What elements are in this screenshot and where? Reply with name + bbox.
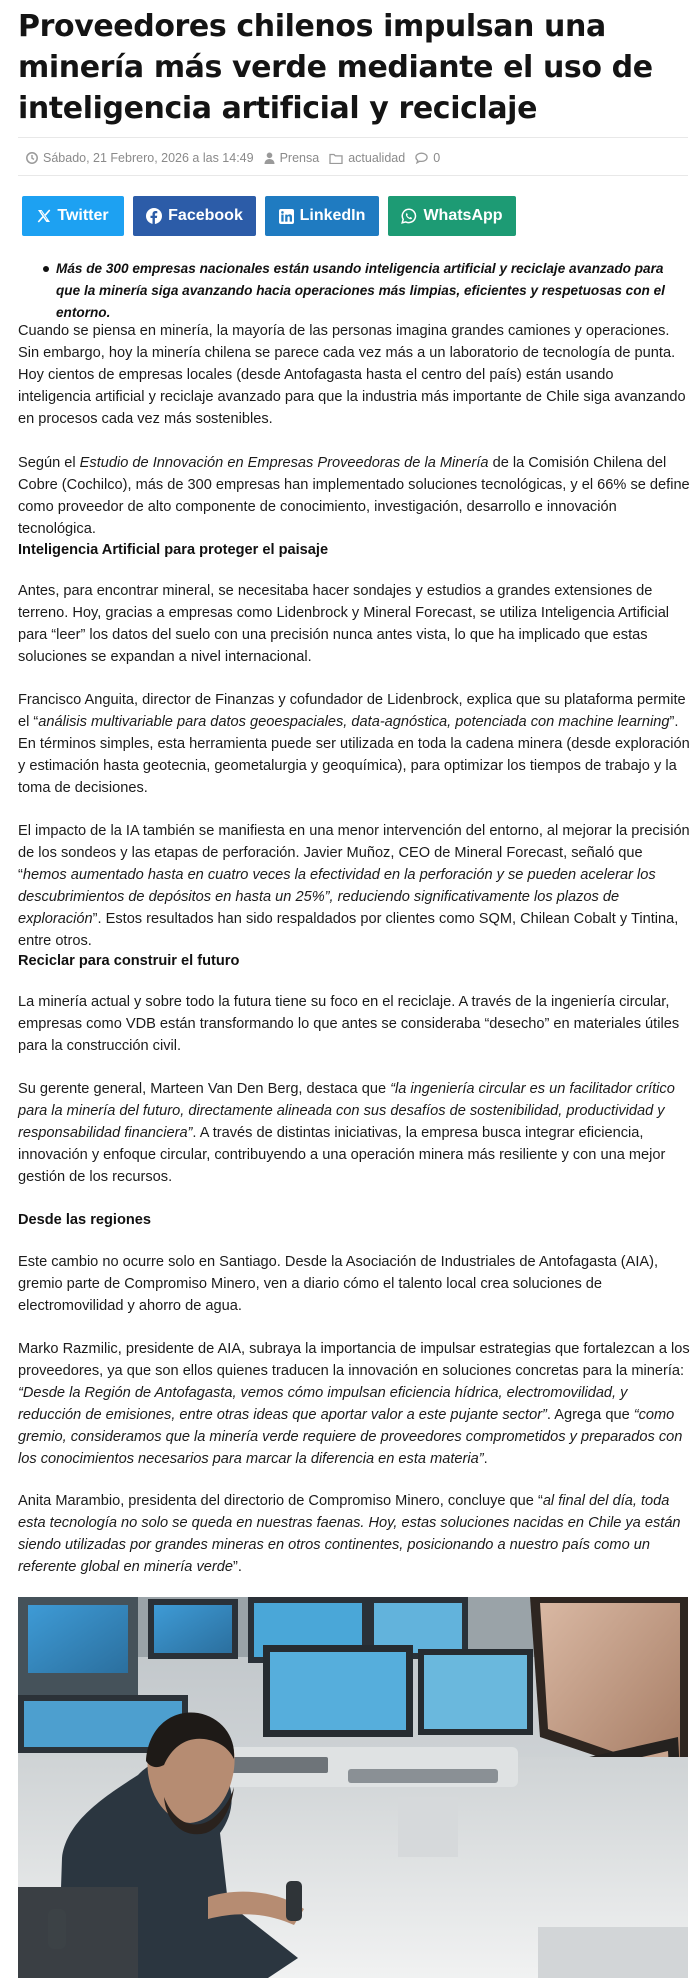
meta-comments[interactable]	[415, 151, 440, 165]
meta-date	[26, 151, 254, 165]
facebook-icon	[146, 208, 162, 224]
quote-munoz: hemos aumentado hasta en cuatro veces la efectividad en la perforación y se pueden acelerar los descubrimientos de depósitos en hasta un 25%”, reduciendo significativamente los plazos de exploración	[18, 867, 656, 927]
meta-comments-count: 0	[433, 151, 441, 165]
quote-razmilic-2: “como gremio, consideramos que la minería verde requiere de proveedores comprometidos y preparados con los conocimientos necesarios para marcar la diferencia en esta materia”	[18, 1407, 683, 1467]
quote-anguita: análisis multivariable para datos geoespaciales, data-agnóstica, potenciada con machine learning	[38, 714, 670, 730]
folder-icon	[329, 153, 343, 164]
paragraph-7: Su gerente general, Marteen Van Den Berg, destaca que “la ingeniería circular es un facilitador crítico para la minería del futuro, directamente alineada con sus desafíos de sostenibilidad, productividad y responsabilidad financiera”. A través de distintas iniciativas, la empresa busca integrar eficiencia, innovación y enfoque circular, contribuyendo a una operación minera más resiliente y con una mejor gestión de los recursos.	[18, 1081, 675, 1185]
paragraph-4: Francisco Anguita, director de Finanzas y cofundador de Lidenbrock, explica que su plataforma permite el “análisis multivariable para datos geoespaciales, data-agnóstica, potenciada con machine learning”. En términos simples, esta herramienta puede ser utilizada en toda la cadena minera (desde exploración y estimación hasta geotecnia, geometalurgia y geoquímica), para optimizar los tiempos de trabajo y la toma de decisiones.	[18, 692, 690, 796]
share-twitter-button[interactable]	[22, 196, 124, 236]
whatsapp-icon	[401, 208, 417, 224]
meta-category[interactable]	[329, 151, 405, 165]
paragraph-5: El impacto de la IA también se manifiesta en una menor intervención del entorno, al mejorar la precisión de los sondeos y las etapas de perforación. Javier Muñoz, CEO de Mineral Forecast, señaló que “hemos aumentado hasta en cuatro veces la efectividad en la perforación y se pueden acelerar los descubrimientos de depósitos en hasta un 25%”, reduciendo significativamente los plazos de exploración”. Estos resultados han sido respaldados por clientes como SQM, Chilean Cobalt y Tintina, entre otros.	[18, 823, 690, 949]
quote-marambio: al final del día, toda esta tecnología no solo se queda en nuestras faenas. Hoy, estas soluciones nacidas en Chile ya están siendo utilizadas por grandes mineras en otros continentes, posicionando a nuestro país como un referente global en minería verde	[18, 1493, 681, 1575]
share-facebook-button[interactable]	[133, 196, 256, 236]
article-meta	[26, 148, 666, 168]
article-lead: Más de 300 empresas nacionales están usando inteligencia artificial y reciclaje avanzado para que la minería siga avanzando hacia operaciones más limpias, eficientes y respetuosas con el entorno.	[56, 258, 676, 324]
share-bar	[22, 196, 516, 236]
meta-date-text: Sábado, 21 Febrero, 2026 a las 14:49	[43, 151, 254, 165]
clock-icon	[26, 152, 38, 164]
paragraph-2: Según el Estudio de Innovación en Empresas Proveedoras de la Minería de la Comisión Chilena del Cobre (Cochilco), más de 300 empresas han implementado soluciones tecnológicas, y el 66% se define como proveedor de alto componente de conocimiento, investigación, desarrollo e innovación tecnológica.	[18, 455, 690, 537]
share-twitter-label: Twitter	[57, 207, 109, 224]
share-whatsapp-button[interactable]	[388, 196, 516, 236]
paragraph-3: Antes, para encontrar mineral, se necesitaba hacer sondajes y estudios a grandes extensiones de terreno. Hoy, gracias a empresas como Lidenbrock y Mineral Forecast, se utiliza Inteligencia Artificial para “leer” los datos del suelo con una precisión nunca antes vista, lo que ha implicado que estas soluciones se expandan a nivel internacional.	[18, 583, 670, 665]
section-heading-ai: Inteligencia Artificial para proteger el paisaje	[18, 542, 329, 558]
paragraph-8: Este cambio no ocurre solo en Santiago. Desde la Asociación de Industriales de Antofagasta (AIA), gremio parte de Compromiso Minero, ven a diario cómo el talento local crea soluciones de electromovilidad y ahorro de agua.	[18, 1254, 659, 1314]
x-logo-icon	[37, 209, 51, 223]
share-facebook-label: Facebook	[168, 207, 243, 224]
comment-icon	[415, 152, 428, 164]
quote-razmilic-1: “Desde la Región de Antofagasta, vemos cómo impulsan eficiencia hídrica, electromovilidad, y reducción de emisiones, entre otras ideas que aportar valor a este pujante sector”	[18, 1385, 628, 1423]
paragraph-9: Marko Razmilic, presidente de AIA, subraya la importancia de impulsar estrategias que fortalezcan a los proveedores, ya que son ellos quienes traducen la innovación en soluciones concretas para la minería: “Desde la Región de Antofagasta, vemos cómo impulsan eficiencia hídrica, electromovilidad, y reducción de emisiones, entre otras ideas que aportar valor a este pujante sector”. Agrega que “como gremio, consideramos que la minería verde requiere de proveedores comprometidos y preparados con los conocimientos necesarios para marcar la diferencia en esta materia”.	[18, 1341, 690, 1467]
paragraph-10: Anita Marambio, presidenta del directorio de Compromiso Minero, concluye que “al final del día, toda esta tecnología no solo se queda en nuestras faenas. Hoy, estas soluciones nacidas en Chile ya están siendo utilizadas por grandes mineras en otros continentes, posicionando a nuestro país como un referente global en minería verde”.	[18, 1493, 681, 1575]
paragraph-1: Cuando se piensa en minería, la mayoría de las personas imagina grandes camiones y operaciones. Sin embargo, hoy la minería chilena se parece cada vez más a un laboratorio de tecnología de punta. Hoy cientos de empresas locales (desde Antofagasta hasta el centro del país) están usando inteligencia artificial y reciclaje avanzado para que la industria más importante de Chile siga avanzando en procesos cada vez más sostenibles.	[18, 323, 686, 427]
share-whatsapp-label: WhatsApp	[423, 207, 503, 224]
meta-author-text: Prensa	[279, 151, 320, 165]
meta-author[interactable]	[264, 151, 320, 165]
divider	[18, 137, 688, 138]
section-heading-recycling: Reciclar para construir el futuro	[18, 953, 240, 969]
article-photo	[18, 1597, 688, 1978]
share-linkedin-label: LinkedIn	[299, 207, 366, 224]
meta-category-text: actualidad	[348, 151, 406, 165]
share-linkedin-button[interactable]	[265, 196, 379, 236]
study-title: Estudio de Innovación en Empresas Proveedoras de la Minería	[79, 455, 489, 471]
paragraph-6: La minería actual y sobre todo la futura tiene su foco en el reciclaje. A través de la ingeniería circular, empresas como VDB están transformando lo que antes se consideraba “desecho” en materiales útiles para la construcción civil.	[18, 994, 680, 1054]
divider	[18, 175, 688, 176]
linkedin-icon	[279, 209, 294, 224]
article-title: Proveedores chilenos impulsan una minería más verde mediante el uso de inteligencia artificial y reciclaje	[18, 9, 653, 126]
quote-van-den-berg: “la ingeniería circular es un facilitador crítico para la minería del futuro, directamente alineada con sus desafíos de sostenibilidad, productividad y responsabilidad financiera”	[18, 1081, 675, 1141]
section-heading-regions: Desde las regiones	[18, 1212, 152, 1228]
user-icon	[264, 152, 275, 164]
